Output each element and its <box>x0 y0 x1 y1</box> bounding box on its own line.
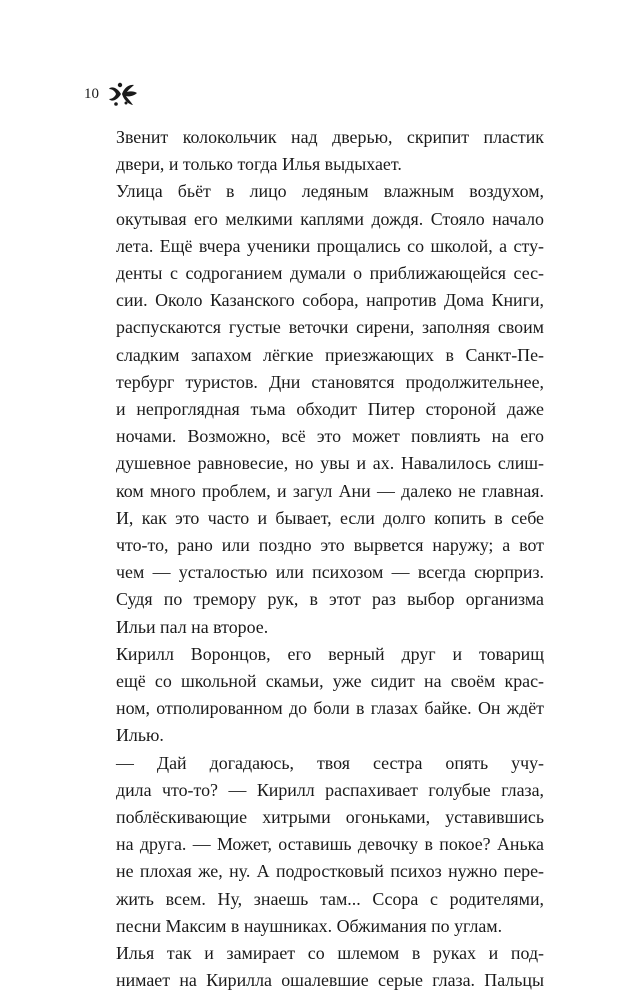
text-line: ном, отполированном до боли в глазах байке. Он ждёт <box>116 698 544 719</box>
text-line: дила что-то? — Кирилл распахивает голубые глаза, <box>116 779 544 800</box>
text-line: и непроглядная тьма обходит Питер стороной даже <box>116 399 544 420</box>
text-line: Звенит колокольчик над дверью, скрипит пластик <box>116 127 544 147</box>
text-line: Илью. <box>116 725 164 746</box>
text-line: на друга. — Может, оставишь девочку в покое? Анька <box>116 834 544 855</box>
text-line: И, как это часто и бывает, если долго копить в себе <box>116 507 544 528</box>
text-line: чем — усталостью или психозом — всегда сюрприз. <box>116 562 544 583</box>
text-line: ночами. Возможно, всё это может повлиять на его <box>116 426 544 447</box>
text-line: песни Максим в наушниках. Обжимания по углам. <box>116 915 503 936</box>
text-line: жить всем. Ну, знаешь там... Ссора с родителями, <box>116 888 544 909</box>
text-line: Кирилл Воронцов, его верный друг и товарищ <box>116 643 544 664</box>
text-line: Илья так и замирает со шлемом в руках и под- <box>116 943 544 964</box>
text-line: что-то, рано или поздно это вырвется наружу; а вот <box>116 535 544 556</box>
text-line: ком много проблем, и загул Ани — далеко не главная. <box>116 480 544 501</box>
text-line: — Дай догадаюсь, твоя сестра опять учу- <box>116 752 544 773</box>
text-line: сии. Около Казанского собора, напротив Дома Книги, <box>116 290 544 311</box>
text-line: распускаются густые веточки сирени, заполняя своим <box>116 317 544 338</box>
paragraph <box>84 750 544 940</box>
text-line: душевное равновесие, но увы и ах. Навалилось слиш- <box>116 453 544 474</box>
text-line: не плохая же, ну. А подростковый психоз нужно пере- <box>116 861 544 882</box>
text-line: Судя по тремору рук, в этот раз выбор организма <box>116 589 544 610</box>
page-header <box>84 80 139 108</box>
paragraph <box>84 641 544 750</box>
text-line: ещё со школьной скамьи, уже сидит на своём крас- <box>116 671 544 692</box>
text-line: сладким запахом лёгкие приезжающих в Санкт-Пе- <box>116 344 544 365</box>
paragraph <box>84 178 544 640</box>
text-body <box>84 124 544 995</box>
text-line: Ильи пал на второе. <box>116 616 269 637</box>
text-line: окутывая его мелкими каплями дождя. Стояло начало <box>116 208 544 229</box>
page-number: 10 <box>84 86 99 102</box>
paragraph <box>84 940 544 994</box>
text-line: тербург туристов. Дни становятся продолжительнее, <box>116 371 544 392</box>
text-line: поблёскивающие хитрыми огоньками, уставившись <box>116 807 544 828</box>
text-line: Улица бьёт в лицо ледяным влажным воздухом, <box>116 181 544 202</box>
floral-ornament-icon <box>107 81 139 107</box>
text-line: двери, и только тогда Илья выдыхает. <box>116 154 402 175</box>
text-line: нимает на Кирилла ошалевшие серые глаза. Пальцы <box>116 970 544 991</box>
text-line: лета. Ещё вчера ученики прощались со школой, а сту- <box>116 235 544 256</box>
text-line: денты с содроганием думали о приближающейся сес- <box>116 263 544 284</box>
paragraph <box>84 124 544 178</box>
